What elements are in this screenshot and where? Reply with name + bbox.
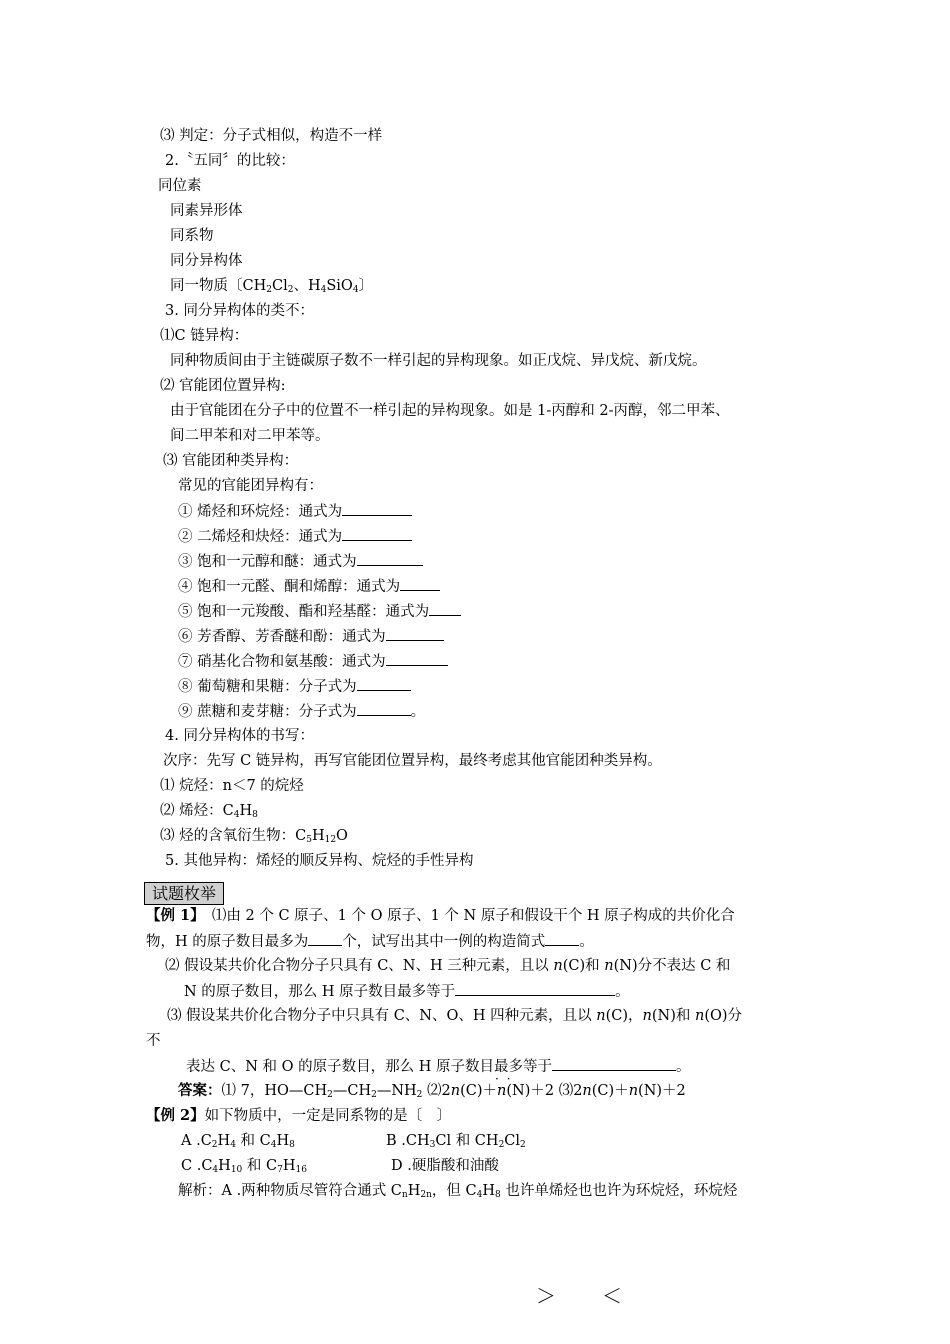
text: Cl 和 CH xyxy=(435,1133,499,1149)
prev-page-icon[interactable]: ＜ xyxy=(602,1284,622,1308)
text-line: 4. 同分异构体的书写： xyxy=(165,728,314,744)
text: H xyxy=(407,1183,421,1199)
text: N 的原子数目，那么 H 原子数目最多等于 xyxy=(184,984,456,1000)
text-line xyxy=(160,801,258,821)
subscript: 4 xyxy=(233,810,240,820)
text: SiO xyxy=(326,278,353,294)
text: ① 烯烃和环烷烃：通式为 xyxy=(178,504,343,520)
subscript: n xyxy=(401,1190,408,1200)
text: H xyxy=(217,1133,231,1149)
text: 也许单烯烃也也许为环烷烃，环烷烃 xyxy=(500,1183,738,1199)
text: 。 xyxy=(615,984,630,1000)
subscript: 8 xyxy=(289,1140,295,1150)
text: ⑴ 7，HO—CH xyxy=(221,1083,328,1099)
text: 等于 xyxy=(522,1059,552,1075)
text: (N)和 xyxy=(651,1008,695,1024)
list-item xyxy=(178,651,448,672)
answer-line xyxy=(178,1081,686,1101)
text-line: 同分异构体 xyxy=(170,253,243,269)
text: ，但 C xyxy=(431,1183,477,1199)
text-line xyxy=(170,276,373,296)
text: 同一物质〔CH xyxy=(170,278,267,294)
example-1-line xyxy=(184,981,630,1002)
text-line: 同位素 xyxy=(158,178,202,194)
example-1-line xyxy=(146,906,735,926)
answer-blank[interactable] xyxy=(386,651,448,666)
text: 和 C xyxy=(235,1133,271,1149)
example-1-line xyxy=(167,1006,742,1026)
subscript: 4 xyxy=(320,285,327,295)
text-line: ⑵ 官能团位置异构: xyxy=(160,378,286,394)
text: (O)分 xyxy=(704,1008,743,1024)
subscript: 4 xyxy=(352,285,359,295)
text-line: 同种物质间由于主链碳原子数不一样引起的异构现象。如正戊烷、异戊烷、新戊烷。 xyxy=(170,353,707,369)
example-tag: 【例 1】 xyxy=(146,907,198,924)
subscript: 12 xyxy=(324,835,337,845)
subscript: 2n xyxy=(420,1190,432,1200)
list-item xyxy=(178,676,411,697)
text: H xyxy=(218,1158,231,1174)
answer-blank[interactable] xyxy=(308,931,342,946)
text-line: 5. 其他异构：烯烃的顺反异构、烷烃的手性异构 xyxy=(165,853,474,869)
text: 如下物质中，一定是同系物的是〔 〕 xyxy=(204,1108,452,1124)
option-c xyxy=(181,1156,307,1176)
text: n xyxy=(694,1008,705,1024)
example-1-line xyxy=(146,931,594,952)
subscript: 2 xyxy=(287,285,294,295)
text: (N)分不表达 C 和 xyxy=(613,958,731,974)
text: H xyxy=(276,1133,290,1149)
text: n xyxy=(596,1008,606,1024)
list-item xyxy=(178,701,425,722)
example-1-line xyxy=(186,1056,690,1077)
text: 。 xyxy=(579,934,594,950)
option-a xyxy=(181,1131,295,1151)
text: 个，试写出其中一例的构造简式 xyxy=(342,934,546,950)
text: H xyxy=(239,803,253,819)
subscript: 4 xyxy=(270,1140,277,1150)
list-item xyxy=(178,551,423,572)
text: ⑨ 蔗糖和麦芽糖：分子式为 xyxy=(178,704,357,720)
example-tag: 【例 2】 xyxy=(146,1107,205,1124)
text-line xyxy=(160,826,348,846)
subscript: 2 xyxy=(371,1090,377,1100)
subscript: 2 xyxy=(416,1090,423,1100)
answer-blank[interactable] xyxy=(455,981,615,996)
list-item xyxy=(178,526,412,547)
text: Cl xyxy=(504,1133,521,1149)
answer-blank[interactable] xyxy=(400,576,440,591)
subscript: 8 xyxy=(252,810,258,820)
text: (C)和 xyxy=(562,958,605,974)
text-line: 不 xyxy=(146,1033,161,1049)
subscript: 2 xyxy=(266,285,272,295)
answer-blank[interactable] xyxy=(386,626,444,641)
subscript: 4 xyxy=(212,1165,219,1175)
text: 。 xyxy=(675,1059,691,1075)
text: ⑶ 烃的含氧衍生物：C xyxy=(160,828,307,844)
text-line: 由于官能团在分子中的位置不一样引起的异构现象。如是 1-丙醇和 2-丙醇，邻二甲苯、 xyxy=(170,403,730,419)
text: ⑦ 硝基化合物和氨基酸：通式为 xyxy=(178,654,386,670)
answer-blank[interactable] xyxy=(552,1056,676,1071)
text: ⑥ 芳香醇、芳香醚和酚：通式为 xyxy=(178,629,386,645)
subscript: 4 xyxy=(476,1190,483,1200)
text: A .C xyxy=(181,1133,212,1149)
answer-blank[interactable] xyxy=(429,601,461,616)
next-page-icon[interactable]: ＞ xyxy=(536,1284,556,1308)
example-1-line xyxy=(165,956,730,976)
text: ⑵ 假设某共价化合物分子只具有 C、N、H 三种元素，且以 xyxy=(165,958,554,974)
text-line: ⑴C 链异构： xyxy=(160,328,249,344)
text: ⑶ 假设某共价化合物分子中只具有 C、N、O、H 四种元素，且以 xyxy=(167,1008,597,1024)
emphasis-text: 最多 · · xyxy=(494,1059,523,1075)
text-line: ⑶ 判定：分子式相似，构造不一样 xyxy=(160,128,383,144)
text: 解析：A .两种物质尽管符合通式 C xyxy=(178,1183,402,1199)
text: H xyxy=(311,828,325,844)
text-line: ⑶ 官能团种类异构： xyxy=(163,453,299,469)
text: 和 C xyxy=(242,1158,278,1174)
text: —NH xyxy=(376,1083,417,1099)
solution-line xyxy=(178,1181,737,1201)
text-line: 同系物 xyxy=(170,228,214,244)
answer-blank[interactable] xyxy=(357,676,411,691)
option-d: D .硬脂酸和油酸 xyxy=(391,1158,499,1174)
section-heading: 试题枚举 xyxy=(144,882,224,905)
text: 〕 xyxy=(358,278,374,294)
text: n xyxy=(582,1083,592,1099)
answer-blank[interactable] xyxy=(342,501,412,516)
text-line: 2.〝五同〞的比较： xyxy=(165,153,295,169)
list-item xyxy=(178,576,440,597)
text-line: 次序：先写 C 链异构，再写官能团位置异构，最终考虑其他官能团种类异构。 xyxy=(163,753,662,769)
text: ⑴由 2 个 C 原子、1 个 O 原子、1 个 N 原子和假设干个 H 原子构成的共价化合 xyxy=(211,908,735,924)
example-2-line xyxy=(146,1106,451,1126)
answer-blank[interactable] xyxy=(357,701,411,716)
subscript: 7 xyxy=(277,1165,283,1175)
text: n xyxy=(604,958,614,974)
text: 、H xyxy=(293,278,321,294)
subscript: 8 xyxy=(495,1190,501,1200)
text: ② 二烯烃和炔烃：通式为 xyxy=(178,529,343,545)
text: H xyxy=(282,1158,296,1174)
text-line: 常见的官能团异构有： xyxy=(178,478,323,494)
subscript: 2 xyxy=(498,1140,505,1150)
text: (C)， xyxy=(605,1008,643,1024)
text: B .CH xyxy=(386,1133,430,1149)
list-item xyxy=(178,626,444,647)
text: (C)＋ xyxy=(591,1083,629,1099)
answer-blank[interactable] xyxy=(545,931,579,946)
text: n xyxy=(628,1083,639,1099)
text: (C)＋ xyxy=(460,1083,498,1099)
text: ⑤ 饱和一元羧酸、酯和羟基醛：通式为 xyxy=(178,604,430,620)
text: ⑧ 葡萄糖和果糖：分子式为 xyxy=(178,679,357,695)
subscript: 4 xyxy=(230,1140,236,1150)
subscript: 2 xyxy=(211,1140,218,1150)
text: (N)＋2 ⑶2 xyxy=(506,1083,583,1099)
list-item xyxy=(178,501,412,522)
text: 。 xyxy=(410,704,426,720)
subscript: 5 xyxy=(306,835,312,845)
text: ⑵ 烯烃：C xyxy=(160,803,234,819)
answer-blank[interactable] xyxy=(342,526,412,541)
text: Cl xyxy=(271,278,288,294)
subscript: 2 xyxy=(327,1090,333,1100)
text: —CH xyxy=(332,1083,372,1099)
text-line: 间二甲苯和对二甲苯等。 xyxy=(170,428,330,444)
text: 物，H 的原子数目最多为 xyxy=(146,934,309,950)
text: n xyxy=(497,1083,507,1099)
text: (N)＋2 xyxy=(638,1083,686,1099)
text: 表达 C、N 和 O 的原子数目，那么 H 原子数目 xyxy=(186,1059,494,1075)
text: ④ 饱和一元醛、酮和烯醇：通式为 xyxy=(178,579,401,595)
text: ③ 饱和一元醇和醚：通式为 xyxy=(178,554,357,570)
text-line: 3. 同分异构体的类不： xyxy=(165,303,314,319)
answer-blank[interactable] xyxy=(357,551,423,566)
text: C .C xyxy=(181,1158,213,1174)
text: n xyxy=(553,958,563,974)
text: H xyxy=(482,1183,495,1199)
text-line: 同素异形体 xyxy=(170,203,243,219)
subscript: 2 xyxy=(520,1140,526,1150)
answer-label: 答案 xyxy=(178,1082,207,1099)
text: ⑵2 xyxy=(422,1083,451,1099)
text-line: ⑴ 烷烃：n＜7 的烷烃 xyxy=(160,778,304,794)
list-item xyxy=(178,601,461,622)
text: ： xyxy=(207,1082,222,1099)
option-b xyxy=(386,1131,526,1151)
text: O xyxy=(336,828,348,844)
subscript: 16 xyxy=(295,1165,307,1175)
text: n xyxy=(450,1083,461,1099)
subscript: 3 xyxy=(429,1140,436,1150)
text: n xyxy=(642,1008,652,1024)
subscript: 10 xyxy=(230,1165,243,1175)
